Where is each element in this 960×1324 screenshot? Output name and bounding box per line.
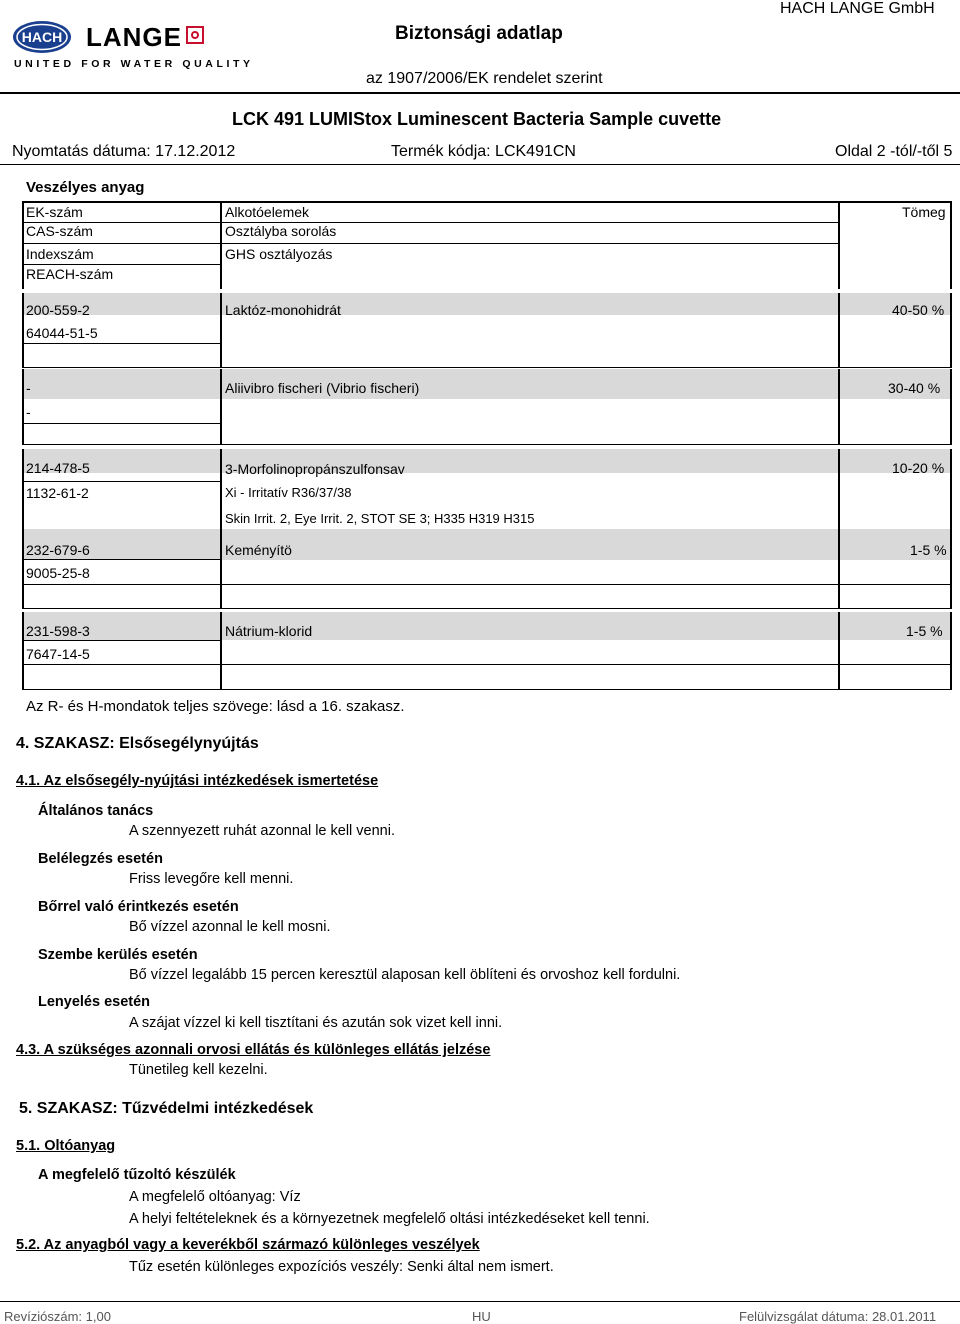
skin-contact-text: Bő vízzel azonnal le kell mosni. <box>129 919 331 935</box>
header-subdivider <box>0 164 960 165</box>
company-name: HACH LANGE GmbH <box>780 0 935 17</box>
extinguisher-label: A megfelelő tűzoltó készülék <box>38 1167 236 1183</box>
special-hazards-text: Tűz esetén különleges expozíciós veszély: Senki által nem ismert. <box>129 1259 554 1275</box>
lange-logo <box>86 22 204 53</box>
revision-number: Revíziószám: 1,00 <box>4 1309 111 1324</box>
row3-classification: Xi - Irritatív R36/37/38 <box>225 485 352 500</box>
inhalation-label: Belélegzés esetén <box>38 851 163 867</box>
section5-1-heading: 5.1. Oltóanyag <box>16 1138 116 1154</box>
row4-ek: 232-679-6 <box>26 542 90 558</box>
hach-logo-text: HACH <box>21 29 63 45</box>
section5-title: 5. SZAKASZ: Tűzvédelmi intézkedések <box>19 1100 314 1117</box>
col-ghs: GHS osztályozás <box>225 246 333 262</box>
row5-mass: 1-5 % <box>906 623 943 639</box>
extinguishing-media-text: A megfelelő oltóanyag: Víz <box>129 1189 301 1205</box>
registered-mark-icon <box>186 26 204 44</box>
eye-contact-text: Bő vízzel legalább 15 percen keresztül alaposan kell öblíteni és orvoshoz kell fordulni. <box>129 967 681 983</box>
row5-cas: 7647-14-5 <box>26 646 90 662</box>
col-components: Alkotóelemek <box>225 204 310 220</box>
review-date: Felülvizsgálat dátuma: 28.01.2011 <box>739 1309 937 1324</box>
product-name: LCK 491 LUMIStox Luminescent Bacteria Sample cuvette <box>232 109 722 129</box>
extinguishing-measures-text: A helyi feltételeknek és a környezetnek megfelelő oltási intézkedéseket kell tenni. <box>129 1211 650 1227</box>
row2-cas: - <box>26 404 31 420</box>
row5-component: Nátrium-klorid <box>225 623 313 639</box>
row1-component: Laktóz-monohidrát <box>225 302 341 318</box>
row4-mass: 1-5 % <box>910 542 947 558</box>
section4-title: 4. SZAKASZ: Elsősegélynyújtás <box>16 735 259 752</box>
language-code: HU <box>472 1309 491 1324</box>
row2-component: Aliivibro fischeri (Vibrio fischeri) <box>225 380 420 396</box>
eye-contact-label: Szembe kerülés esetén <box>38 947 198 963</box>
ingestion-text: A szájat vízzel ki kell tisztítani és azután sok vizet kell inni. <box>129 1015 503 1031</box>
page-number: Oldal 2 -tól/-től 5 <box>835 143 953 160</box>
inhalation-text: Friss levegőre kell menni. <box>129 871 294 887</box>
col-cas: CAS-szám <box>26 223 93 239</box>
section4-3-text: Tünetileg kell kezelni. <box>129 1062 268 1078</box>
col-reach: REACH-szám <box>26 266 114 282</box>
row5-ek: 231-598-3 <box>26 623 90 639</box>
hach-logo <box>12 20 72 54</box>
skin-contact-label: Bőrrel való érintkezés esetén <box>38 899 239 915</box>
general-advice-label: Általános tanács <box>38 803 154 819</box>
print-date: Nyomtatás dátuma: 17.12.2012 <box>12 143 236 160</box>
row1-cas: 64044-51-5 <box>26 325 98 341</box>
footer-divider <box>0 1301 960 1302</box>
section4-3-heading: 4.3. A szükséges azonnali orvosi ellátás és különleges ellátás jelzése <box>16 1042 491 1058</box>
row2-ek: - <box>26 380 31 396</box>
row3-cas: 1132-61-2 <box>26 485 89 501</box>
hazard-table <box>22 201 952 691</box>
section4-1-heading: 4.1. Az elsősegély-nyújtási intézkedések ismertetése <box>16 773 379 789</box>
col-ek: EK-szám <box>26 204 83 220</box>
lange-logo-text: LANGE <box>86 22 182 52</box>
col-index: Indexszám <box>26 246 94 262</box>
row1-mass: 40-50 % <box>892 302 945 318</box>
hazard-section-title: Veszélyes anyag <box>26 179 145 196</box>
row3-component: 3-Morfolinopropánszulfonsav <box>225 461 405 477</box>
product-code: Termék kódja: LCK491CN <box>391 143 576 160</box>
col-classification: Osztályba sorolás <box>225 223 337 239</box>
row1-ek: 200-559-2 <box>26 302 90 318</box>
section5-2-heading: 5.2. Az anyagból vagy a keverékből származó különleges veszélyek <box>16 1237 480 1253</box>
tagline: UNITED FOR WATER QUALITY <box>14 58 254 70</box>
row4-component: Keményítö <box>225 542 292 558</box>
header-divider <box>0 92 960 94</box>
row4-cas: 9005-25-8 <box>26 565 90 581</box>
r-h-sentences-note: Az R- és H-mondatok teljes szövege: lásd a 16. szakasz. <box>26 698 405 715</box>
row3-ek: 214-478-5 <box>26 460 90 476</box>
ingestion-label: Lenyelés esetén <box>38 994 151 1010</box>
regulation: az 1907/2006/EK rendelet szerint <box>366 70 603 87</box>
document-title: Biztonsági adatlap <box>395 23 563 44</box>
row2-mass: 30-40 % <box>888 380 941 396</box>
general-advice-text: A szennyezett ruhát azonnal le kell venni. <box>129 823 395 839</box>
col-mass: Tömeg <box>902 204 946 220</box>
row3-ghs: Skin Irrit. 2, Eye Irrit. 2, STOT SE 3; H335 H319 H315 <box>225 511 535 526</box>
row3-mass: 10-20 % <box>892 460 945 476</box>
